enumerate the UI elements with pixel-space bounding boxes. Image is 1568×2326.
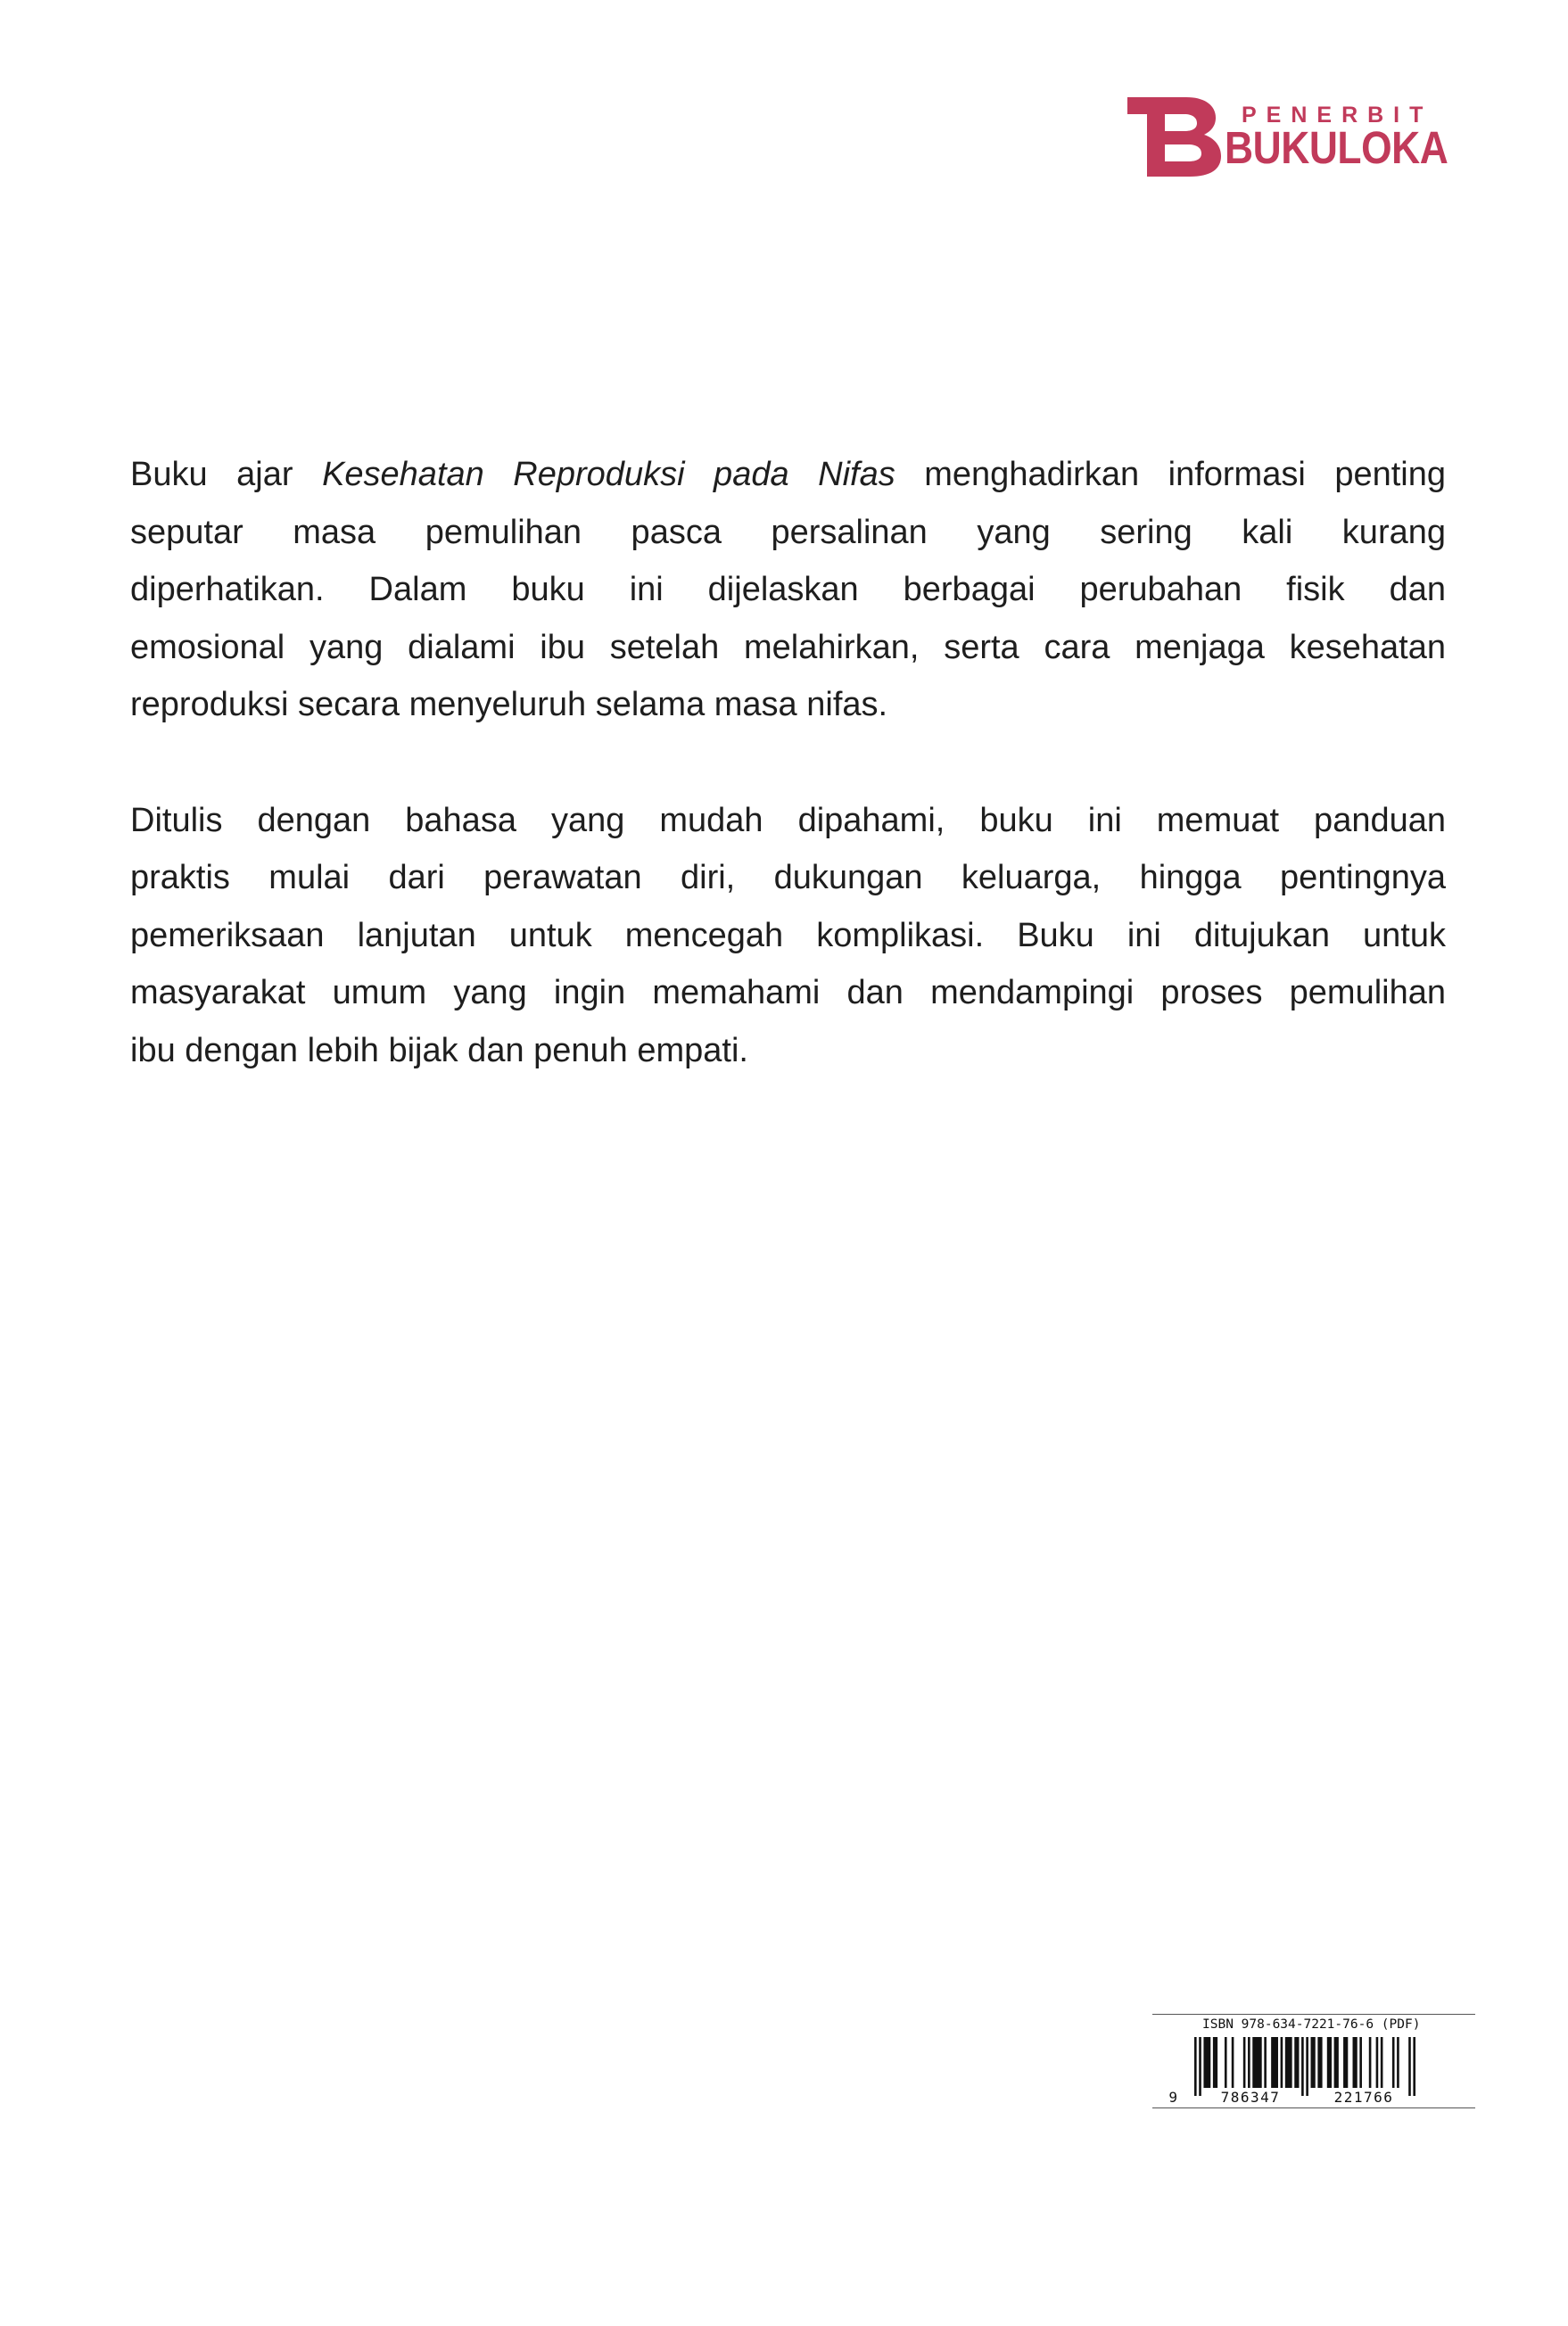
barcode-first-digit: 9 <box>1168 2089 1179 2106</box>
barcode-bar <box>1343 2037 1348 2088</box>
description-line <box>130 446 1446 504</box>
description-line: seputar masa pemulihan pasca persalinan yang sering kali kurang <box>130 513 1446 551</box>
barcode-guard-bar <box>1199 2037 1201 2096</box>
barcode-guard-bar <box>1408 2037 1411 2096</box>
book-description <box>130 446 1446 1080</box>
publisher-name: BUKULOKA <box>1225 122 1448 173</box>
description-text: menghadirkan informasi penting <box>895 456 1446 493</box>
barcode-bar <box>1203 2037 1210 2088</box>
barcode-right-digits: 221766 <box>1333 2089 1394 2106</box>
barcode-bar <box>1248 2037 1250 2088</box>
barcode-left-digits: 786347 <box>1220 2089 1281 2106</box>
isbn-label: ISBN 978-634-7221-76-6 (PDF) <box>1202 2017 1421 2032</box>
barcode-bar <box>1397 2037 1399 2088</box>
description-line: masyarakat umum yang ingin memahami dan mendampingi proses pemulihan <box>130 974 1446 1012</box>
barcode-bar <box>1317 2037 1322 2088</box>
barcode-guard-bar <box>1301 2037 1304 2096</box>
description-line: emosional yang dialami ibu setelah melahirkan, serta cara menjaga kesehatan <box>130 628 1446 666</box>
barcode-bar <box>1225 2037 1227 2088</box>
barcode-bar <box>1359 2037 1362 2088</box>
barcode-bar <box>1243 2037 1246 2088</box>
barcode-bar <box>1369 2037 1372 2088</box>
barcode-bar <box>1392 2037 1395 2088</box>
barcode-bar <box>1311 2037 1316 2088</box>
barcode-guard-bar <box>1413 2037 1415 2096</box>
description-line: reproduksi secara menyeluruh selama masa nifas. <box>130 686 888 724</box>
barcode-bar <box>1271 2037 1278 2088</box>
book-title: Kesehatan Reproduksi pada Nifas <box>322 456 895 493</box>
isbn-block <box>1152 2014 1475 2108</box>
publisher-logo-b-mark <box>1127 97 1221 177</box>
description-line: Ditulis dengan bahasa yang mudah dipahami, buku ini memuat panduan <box>130 801 1446 839</box>
barcode-bar <box>1294 2037 1299 2088</box>
description-line: pemeriksaan lanjutan untuk mencegah komplikasi. Buku ini ditujukan untuk <box>130 916 1446 954</box>
description-line: diperhatikan. Dalam buku ini dijelaskan berbagai perubahan fisik dan <box>130 571 1446 609</box>
barcode-bar <box>1264 2037 1267 2088</box>
barcode-bar <box>1232 2037 1234 2088</box>
barcode-bar <box>1285 2037 1292 2088</box>
barcode-bar <box>1353 2037 1358 2088</box>
barcode-guard-bar <box>1194 2037 1197 2096</box>
barcode-bar <box>1376 2037 1379 2088</box>
barcode-bar <box>1281 2037 1283 2088</box>
barcode-guard-bar <box>1306 2037 1308 2096</box>
barcode-bars <box>1194 2037 1415 2096</box>
barcode-bar <box>1252 2037 1261 2088</box>
description-line: ibu dengan lebih bijak dan penuh empati. <box>130 1031 748 1069</box>
publisher-label: PENERBIT <box>1242 103 1433 128</box>
description-text: Buku ajar <box>130 456 323 493</box>
barcode-bar <box>1327 2037 1332 2088</box>
description-paragraph-1 <box>130 446 1446 734</box>
barcode-bar <box>1334 2037 1339 2088</box>
barcode-bar <box>1213 2037 1217 2088</box>
description-paragraph-2 <box>130 792 1446 1080</box>
description-line: praktis mulai dari perawatan diri, dukungan keluarga, hingga pentingnya <box>130 859 1446 897</box>
isbn-barcode <box>1152 2015 1475 2109</box>
barcode-bar <box>1381 2037 1383 2088</box>
